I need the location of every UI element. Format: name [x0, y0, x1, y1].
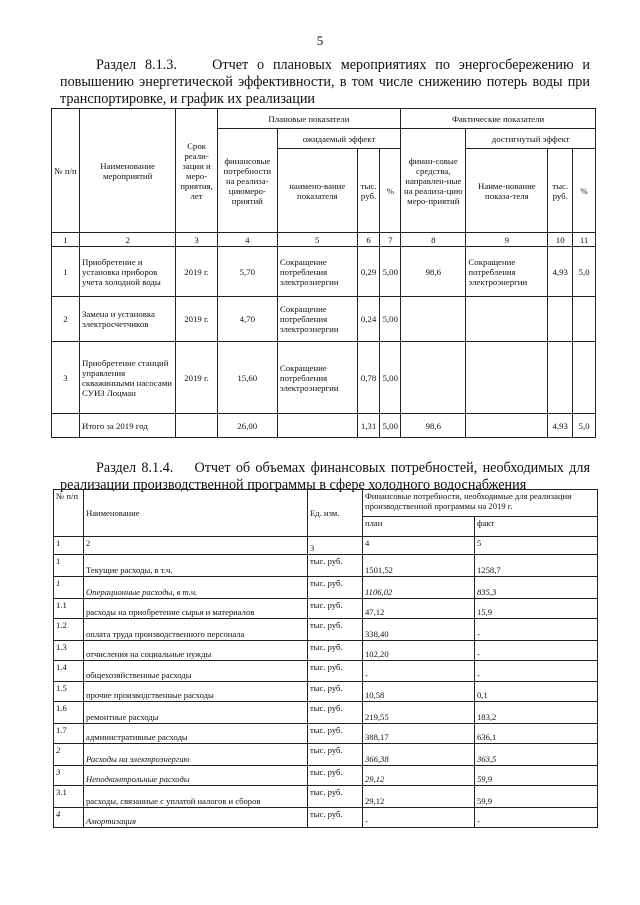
row-fact: -: [475, 661, 598, 682]
row-fact: 0,1: [475, 682, 598, 702]
row-plan: 29,12: [363, 786, 475, 808]
row-name: Замена и установка электросчетчиков: [79, 297, 175, 342]
row-num: 3: [52, 342, 80, 414]
table-row: [52, 297, 596, 342]
row-plan: -: [363, 808, 475, 828]
hdr-num: № п/п: [52, 109, 80, 233]
row-plan: 366,38: [363, 744, 475, 766]
row-fact: 363,5: [475, 744, 598, 766]
hdr-num: № п/п: [54, 490, 84, 537]
row-plan: 29,12: [363, 766, 475, 786]
hdr-term: Срок реали-зации и меро-приятия, лет: [176, 109, 217, 233]
colnum: 3: [308, 537, 363, 555]
hdr-fact-rub: тыс. руб.: [548, 149, 573, 233]
row-term: 2019 г.: [176, 297, 217, 342]
hdr-fact-fin: финан-совые средства, направлен-ные на реализа-цию меро-приятий: [401, 129, 466, 233]
row-unit: тыс. руб.: [308, 641, 363, 661]
row-num: 2: [52, 297, 80, 342]
colnum: 11: [573, 233, 596, 247]
colnum: 1: [52, 233, 80, 247]
row-fin: 5,70: [217, 247, 277, 297]
row-plan: -: [363, 661, 475, 682]
row-indicator: Сокращение потребления электроэнергии: [277, 297, 357, 342]
row-plan: 1106,02: [363, 577, 475, 599]
section-8-1-4-number: Раздел 8.1.4.: [96, 460, 174, 476]
table-row: [54, 724, 598, 744]
row-name: Амортизация: [84, 808, 308, 828]
row-num: 1.7: [54, 724, 84, 744]
row-unit: тыс. руб.: [308, 599, 363, 619]
hdr-name: Наименование мероприятий: [79, 109, 175, 233]
hdr-name: Наименование: [84, 490, 308, 537]
row-name: общехозяйственные расходы: [84, 661, 308, 682]
row-name: оплата труда производственного персонала: [84, 619, 308, 641]
colnum: 3: [176, 233, 217, 247]
row-fact: 59,9: [475, 766, 598, 786]
table-row: [52, 247, 596, 297]
hdr-plan-fin: финансовые потребности на реализа-циюмеро-приятий: [217, 129, 277, 233]
hdr-fact-ind: Наиме-нование показа-теля: [466, 149, 548, 233]
row-name: Операционные расходы, в т.ч.: [84, 577, 308, 599]
colnum: 4: [363, 537, 475, 555]
hdr-plan-pct: %: [380, 149, 401, 233]
row-fact-pct: 5,0: [573, 247, 596, 297]
table-row: [54, 619, 598, 641]
row-num: 1.2: [54, 619, 84, 641]
hdr-fact: факт: [475, 517, 598, 537]
row-plan: 1501,52: [363, 555, 475, 577]
row-plan: 388,17: [363, 724, 475, 744]
row-fact-indicator: [466, 297, 548, 342]
row-unit: тыс. руб.: [308, 661, 363, 682]
section-8-1-3-heading: [60, 57, 590, 108]
column-numbers-row: [52, 233, 596, 247]
hdr-plan-rub: тыс. руб.: [357, 149, 380, 233]
section-8-1-3-title: Отчет о плановых мероприятиях по энергосбережению и повышению энергетической эффективности, в том числе снижению потерь воды при транспортировке, и график их реализации: [60, 57, 591, 107]
row-num: 1: [54, 577, 84, 599]
row-num: 1.3: [54, 641, 84, 661]
table-row: [54, 599, 598, 619]
colnum: 4: [217, 233, 277, 247]
row-num: 1: [52, 247, 80, 297]
row-pct: 5,00: [380, 297, 401, 342]
section-8-1-4-title: Отчет об объемах финансовых потребностей, необходимых для реализации производственной программы в сфере холодного водоснабжения: [60, 460, 590, 493]
row-name: Приобретение станций управления скважинными насосами СУИЗ Лоцман: [79, 342, 175, 414]
row-unit: тыс. руб.: [308, 702, 363, 724]
row-fact-indicator: Сокращение потребления электроэнергии: [466, 247, 548, 297]
hdr-fin: Финансовые потребности, необходимые для реализации производственной программы на 2019 г.: [363, 490, 598, 517]
table-row: [54, 808, 598, 828]
row-unit: тыс. руб.: [308, 808, 363, 828]
colnum: 6: [357, 233, 380, 247]
row-unit: тыс. руб.: [308, 786, 363, 808]
hdr-fact-pct: %: [573, 149, 596, 233]
row-fact-fin: 98,6: [401, 247, 466, 297]
hdr-plan-effect: ожидаемый эффект: [277, 129, 400, 149]
row-unit: тыс. руб.: [308, 682, 363, 702]
row-num: 1.6: [54, 702, 84, 724]
row-num: 1.4: [54, 661, 84, 682]
row-name: прочие производственные расходы: [84, 682, 308, 702]
row-num: 2: [54, 744, 84, 766]
row-num: 3.1: [54, 786, 84, 808]
row-indicator: Сокращение потребления электроэнергии: [277, 342, 357, 414]
row-unit: тыс. руб.: [308, 577, 363, 599]
row-name: отчисления на социальные нужды: [84, 641, 308, 661]
row-fact-rub: [548, 297, 573, 342]
table-row: [54, 555, 598, 577]
colnum: 2: [79, 233, 175, 247]
row-fact-pct: [573, 297, 596, 342]
row-name: ремонтные расходы: [84, 702, 308, 724]
colnum: 8: [401, 233, 466, 247]
table-row: [54, 744, 598, 766]
table-row: [54, 702, 598, 724]
hdr-plan: план: [363, 517, 475, 537]
row-fact-fin: [401, 342, 466, 414]
row-fact: 183,2: [475, 702, 598, 724]
total-rub: 1,31: [357, 414, 380, 438]
energy-measures-table: [51, 108, 596, 438]
row-fact-rub: [548, 342, 573, 414]
row-num: 1: [54, 555, 84, 577]
row-name: Приобретение и установка приборов учета холодной воды: [79, 247, 175, 297]
table-row: [54, 786, 598, 808]
row-plan: 47,12: [363, 599, 475, 619]
colnum: 5: [475, 537, 598, 555]
section-8-1-3-number: Раздел 8.1.3.: [96, 57, 177, 73]
row-fact: 835,3: [475, 577, 598, 599]
row-fact-fin: [401, 297, 466, 342]
row-fin: 15,60: [217, 342, 277, 414]
row-indicator: Сокращение потребления электроэнергии: [277, 247, 357, 297]
hdr-fact-effect: достигнутый эффект: [466, 129, 596, 149]
row-plan: 10,58: [363, 682, 475, 702]
financial-needs-table: [53, 489, 598, 828]
row-plan: 102,20: [363, 641, 475, 661]
total-fact-fin: 98,6: [401, 414, 466, 438]
row-name: Текущие расходы, в т.ч.: [84, 555, 308, 577]
page-number: 5: [316, 33, 324, 48]
hdr-plan-ind: наимено-вание показателя: [277, 149, 357, 233]
row-fact: 15,9: [475, 599, 598, 619]
row-name: административные расходы: [84, 724, 308, 744]
hdr-unit: Ед. изм.: [308, 490, 363, 537]
row-fact: 1258,7: [475, 555, 598, 577]
row-pct: 5,00: [380, 247, 401, 297]
row-unit: тыс. руб.: [308, 724, 363, 744]
table-row: [54, 577, 598, 599]
row-name: Расходы на электроэнергию: [84, 744, 308, 766]
colnum: 7: [380, 233, 401, 247]
total-row: [52, 414, 596, 438]
row-unit: тыс. руб.: [308, 744, 363, 766]
row-fin: 4,70: [217, 297, 277, 342]
row-rub: 0,24: [357, 297, 380, 342]
row-fact: -: [475, 619, 598, 641]
row-unit: тыс. руб.: [308, 766, 363, 786]
colnum: 5: [277, 233, 357, 247]
total-fin: 26,00: [217, 414, 277, 438]
row-term: 2019 г.: [176, 342, 217, 414]
row-fact: 59,9: [475, 786, 598, 808]
row-plan: 338,40: [363, 619, 475, 641]
table-row: [54, 661, 598, 682]
row-name: расходы, связанные с уплатой налогов и сборов: [84, 786, 308, 808]
row-num: 3: [54, 766, 84, 786]
row-num: 1.5: [54, 682, 84, 702]
colnum: 10: [548, 233, 573, 247]
row-unit: тыс. руб.: [308, 619, 363, 641]
table-row: [54, 682, 598, 702]
total-pct: 5,00: [380, 414, 401, 438]
total-label: Итого за 2019 год: [79, 414, 175, 438]
row-term: 2019 г.: [176, 247, 217, 297]
hdr-plan-group: Плановые показатели: [217, 109, 400, 129]
row-fact: -: [475, 808, 598, 828]
total-fact-pct: 5,0: [573, 414, 596, 438]
row-num: 4: [54, 808, 84, 828]
row-unit: тыс. руб.: [308, 555, 363, 577]
row-fact: 636,1: [475, 724, 598, 744]
row-name: Неподконтрольные расходы: [84, 766, 308, 786]
row-fact-rub: 4,93: [548, 247, 573, 297]
colnum: 9: [466, 233, 548, 247]
table-row: [54, 766, 598, 786]
table-row: [52, 342, 596, 414]
row-name: расходы на приобретение сырья и материалов: [84, 599, 308, 619]
row-fact-indicator: [466, 342, 548, 414]
row-rub: 0,29: [357, 247, 380, 297]
colnum: 2: [84, 537, 308, 555]
colnum: 1: [54, 537, 84, 555]
hdr-fact-group: Фактические показатели: [401, 109, 596, 129]
row-fact-pct: [573, 342, 596, 414]
row-plan: 219,55: [363, 702, 475, 724]
column-numbers-row: [54, 537, 598, 555]
row-num: 1.1: [54, 599, 84, 619]
total-fact-rub: 4,93: [548, 414, 573, 438]
row-fact: -: [475, 641, 598, 661]
row-rub: 0,78: [357, 342, 380, 414]
row-pct: 5,00: [380, 342, 401, 414]
table-row: [54, 641, 598, 661]
